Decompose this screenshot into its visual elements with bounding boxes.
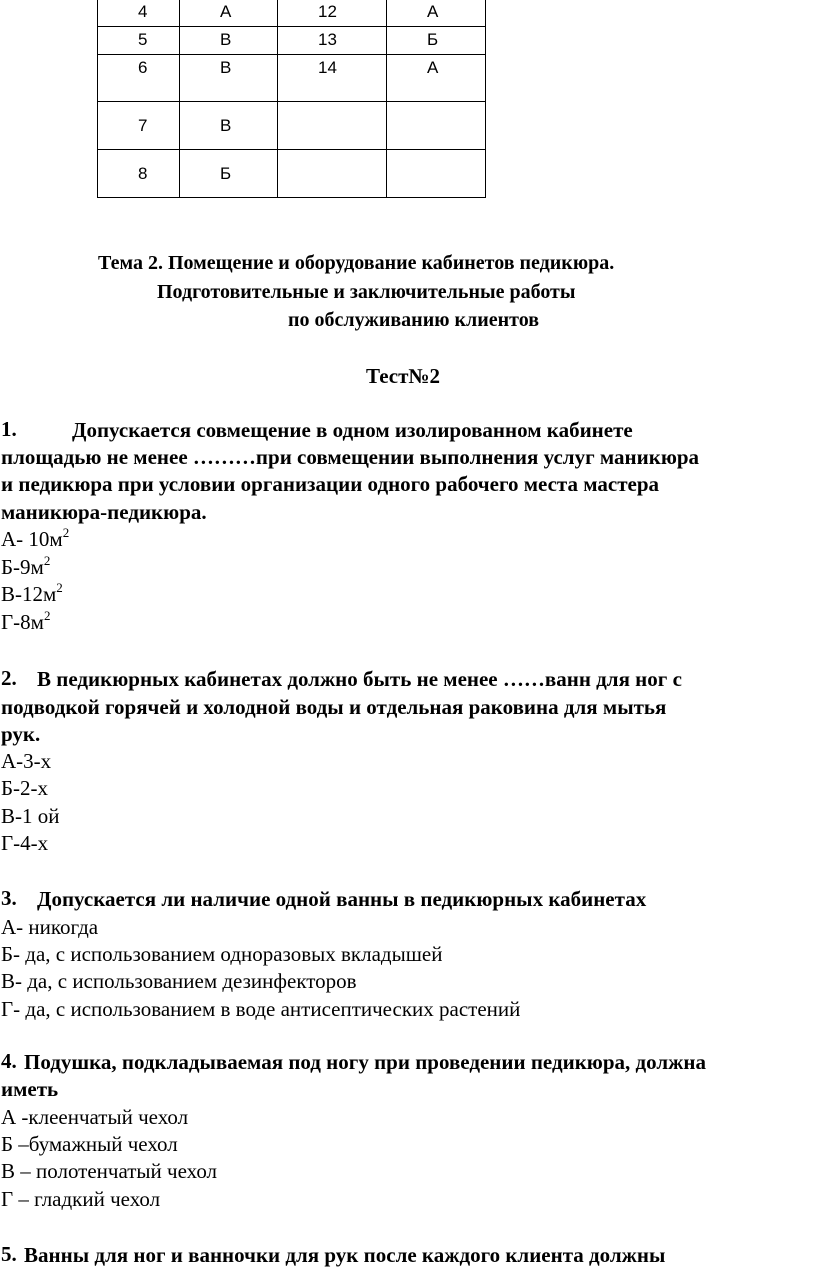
topic-heading-line-1: Тема 2. Помещение и оборудование кабинетов педикюра. [98, 252, 615, 274]
answer-option-text: Г-8м [1, 610, 44, 634]
answer-option: Б- да, с использованием одноразовых вкладышей [1, 942, 443, 966]
superscript: 2 [43, 608, 51, 623]
answer-option: В- да, с использованием дезинфекторов [1, 969, 357, 993]
question-text-line: Допускается ли наличие одной ванны в педикюрных кабинетах [37, 887, 647, 911]
answer-option: А- никогда [1, 915, 99, 939]
answer-option [1, 609, 50, 635]
superscript: 2 [56, 580, 63, 595]
question-number: 2. [1, 666, 17, 690]
answer-option: В-1 ой [1, 804, 60, 828]
table-row [98, 150, 486, 198]
answer-option: А-3-х [1, 749, 52, 773]
superscript: 2 [62, 525, 70, 540]
answer-option: В – полотенчатый чехол [1, 1159, 218, 1183]
question-text-line: подводкой горячей и холодной воды и отдельная раковина для мытья [1, 695, 667, 719]
answer-option [1, 554, 50, 580]
table-cell: 13 [278, 27, 387, 55]
table-cell: 14 [278, 55, 387, 102]
answer-option: Б –бумажный чехол [1, 1132, 178, 1156]
table-cell: А [180, 0, 278, 27]
answer-option [1, 526, 69, 552]
question-number: 4. [1, 1049, 17, 1073]
answer-option [1, 581, 63, 607]
test-title: Тест№2 [366, 364, 441, 388]
table-row [98, 55, 486, 102]
table-cell: 6 [98, 55, 180, 102]
table-cell: Б [387, 27, 486, 55]
table-cell [278, 150, 387, 198]
table-cell [278, 102, 387, 150]
table-row [98, 102, 486, 150]
question-text-line: Ванны для ног и ванночки для рук после каждого клиента должны [24, 1243, 666, 1267]
table-cell: А [387, 55, 486, 102]
table-cell: 5 [98, 27, 180, 55]
answer-option: А -клеенчатый чехол [1, 1105, 189, 1129]
question-number: 3. [1, 886, 17, 910]
table-cell: А [387, 0, 486, 27]
table-cell: 12 [278, 0, 387, 27]
table-cell: 7 [98, 102, 180, 150]
question-text-line: В педикюрных кабинетах должно быть не менее ……ванн для ног с [37, 667, 682, 691]
answer-option: Г- да, с использованием в воде антисептических растений [1, 997, 521, 1021]
table-row [98, 27, 486, 55]
table-cell: 4 [98, 0, 180, 27]
answer-option: Г-4-х [1, 831, 49, 855]
answer-option-text: А- 10м [1, 527, 63, 551]
question-text-line: рук. [1, 722, 41, 746]
question-text-line: Допускается совмещение в одном изолированном кабинете [72, 418, 633, 442]
topic-heading-line-3: по обслуживанию клиентов [288, 309, 540, 331]
answer-option: Г – гладкий чехол [1, 1187, 161, 1211]
superscript: 2 [43, 553, 51, 568]
question-text-line: иметь [1, 1077, 59, 1101]
topic-heading-line-2: Подготовительные и заключительные работы [157, 281, 576, 303]
answer-option-text: Б-9м [1, 555, 44, 579]
question-number: 1. [1, 417, 17, 441]
question-number: 5. [1, 1242, 17, 1266]
question-text-line: площадью не менее ………при совмещении выполнения услуг маникюра [1, 445, 700, 469]
table-cell [387, 102, 486, 150]
table-cell: 8 [98, 150, 180, 198]
answer-option: Б-2-х [1, 776, 49, 800]
question-text-line: и педикюра при условии организации одного рабочего места мастера [1, 472, 660, 496]
table-cell: Б [180, 150, 278, 198]
answer-key-table [97, 0, 486, 198]
answer-option-text: В-12м [1, 582, 57, 606]
question-text-line: маникюра-педикюра. [1, 500, 207, 524]
table-cell: В [180, 27, 278, 55]
table-cell [387, 150, 486, 198]
table-cell: В [180, 102, 278, 150]
table-row [98, 0, 486, 27]
table-cell: В [180, 55, 278, 102]
question-text-line: Подушка, подкладываемая под ногу при проведении педикюра, должна [24, 1050, 706, 1074]
